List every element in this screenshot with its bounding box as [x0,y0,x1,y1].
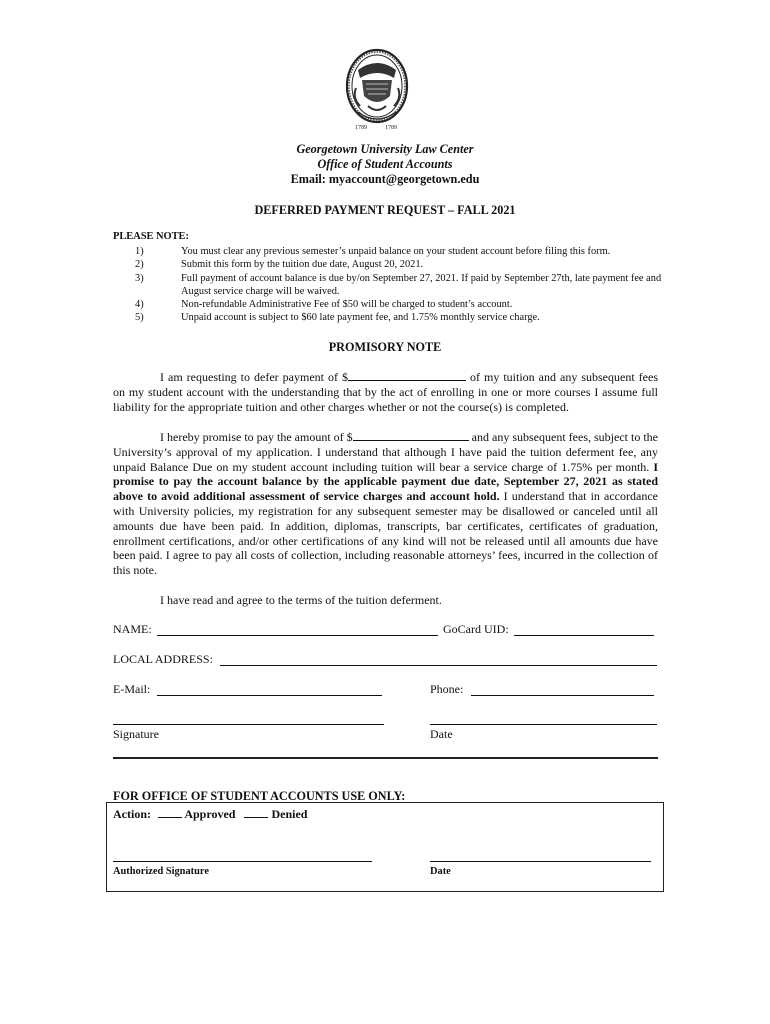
note-number: 1) [135,246,144,257]
georgetown-seal-logo [344,48,410,134]
agreement-paragraph [113,593,658,608]
local-address-label: LOCAL ADDRESS: [113,652,213,666]
agreement-text: I have read and agree to the terms of the tuition deferment. [160,593,442,607]
note-text: You must clear any previous semester’s unpaid balance on your student account before filing this form. [181,246,611,257]
office-date-field[interactable] [430,861,651,862]
phone-label: Phone: [430,682,464,696]
note-number: 2) [135,259,144,271]
please-note-list [113,245,673,325]
note-item [113,311,673,324]
denied-label: Denied [271,807,308,821]
promise-bold-text: I promise to pay the account balance by the applicable payment due date, September 27, 2021 as stated above to avoid additional assessment of service charges and account hold. [113,459,658,504]
please-note-heading: PLEASE NOTE: [113,231,189,242]
note-item [113,272,673,299]
name-field[interactable] [157,635,438,636]
action-label: Action: [113,807,151,821]
date-label: Date [430,727,453,741]
phone-field[interactable] [471,695,654,696]
promise-text-end: I understand that in accordance with University policies, my registration for any subsequent semester may be disallowed or canceled until all amounts due have been paid. In addition, diplomas, transcripts, bar certificates, certificates of graduation, enrollment certifications, and/or other certifications of any kind will not be released until all amounts due have been paid. I agree to pay all costs of collection, including reasonable attorneys’ fees, incurred in the collection of this note. [113,489,658,578]
office-name: Office of Student Accounts [317,157,453,171]
deferral-text-end: of my tuition and any subsequent fees on my student account with the understanding that by the act of enrolling in one or more courses I assume full liability for the appropriate tuition and other charges whether or not the course(s) is completed. [113,370,658,414]
office-date-label: Date [430,866,451,877]
signature-label: Signature [113,727,159,741]
deferral-request-paragraph [113,369,658,414]
note-text: Submit this form by the tuition due date, August 20, 2021. [181,259,424,271]
office-email: Email: myaccount@georgetown.edu [290,172,480,186]
deferral-amount-field[interactable] [348,369,466,381]
note-number: 4) [135,299,144,311]
note-item [113,245,673,258]
date-field[interactable] [430,724,657,725]
local-address-field[interactable] [220,665,657,666]
email-label: E-Mail: [113,682,151,696]
note-text: Unpaid account is subject to $60 late payment fee, and 1.75% monthly service charge. [181,312,540,324]
gocard-field[interactable] [514,635,654,636]
note-text: Full payment of account balance is due by/on September 27, 2021. If paid by September 27th, late payment fee and August service charge will be waived. [181,272,662,297]
authorized-signature-field[interactable] [113,861,372,862]
letterhead [0,142,770,187]
form-title: DEFERRED PAYMENT REQUEST – FALL 2021 [254,203,516,217]
note-number: 3) [135,272,144,284]
note-text: Non-refundable Administrative Fee of $50 will be charged to student’s account. [181,299,513,311]
seal-year-right: 1789 [385,125,397,131]
promise-text-start: I hereby promise to pay the amount of $ [160,430,353,444]
action-row [113,806,307,822]
approved-label: Approved [184,807,236,821]
denied-checkline[interactable] [244,806,268,818]
note-item [113,258,673,271]
note-item [113,298,673,311]
deferral-text-start: I am requesting to defer payment of $ [160,370,348,384]
office-use-heading: FOR OFFICE OF STUDENT ACCOUNTS USE ONLY: [113,789,406,803]
promise-amount-field[interactable] [353,429,469,441]
promise-paragraph [113,429,658,578]
promise-text-mid: and any subsequent fees, subject to the University’s approval of my application. I understand that although I have paid the tuition deferment fee, any unpaid Balance Due on my student account including tuition will bear a service charge of 1.75% per month. [113,430,658,474]
promissory-note-title: PROMISORY NOTE [328,340,442,354]
note-number: 5) [135,312,144,324]
gocard-label: GoCard UID: [443,622,509,636]
section-divider [113,757,658,759]
seal-year-left: 1789 [355,125,367,131]
institution-name: Georgetown University Law Center [296,142,474,156]
approved-checkline[interactable] [158,806,182,818]
name-label: NAME: [113,622,152,636]
authorized-signature-label: Authorized Signature [113,866,209,877]
signature-field[interactable] [113,724,384,725]
email-field[interactable] [157,695,382,696]
